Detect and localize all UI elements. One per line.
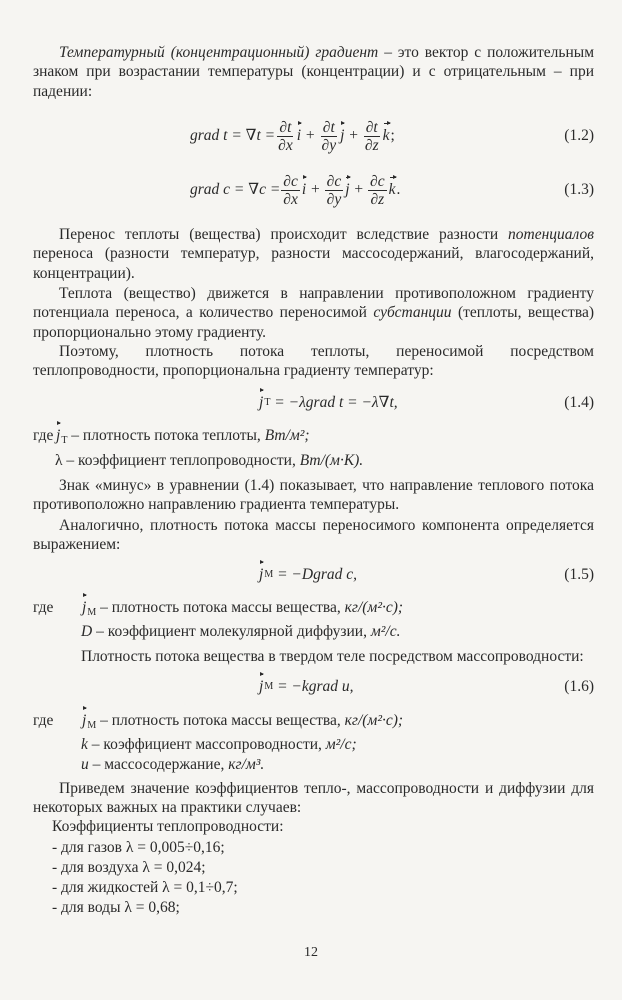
paragraph-heat-flux: Поэтому, плотность потока теплоты, переносимой посредством теплопроводности, пропорциональна градиенту температур: — [33, 343, 594, 380]
equation-1-5 — [0, 564, 594, 586]
formula-grad-t: grad t = ∇t = $\frac{\partial t}{\partial x}$ i + $\frac{\partial t}{\partial y}$ j + $\frac{\partial t}{\partial z}$ k ; — [190, 118, 395, 154]
fraction-dt-dz: $\frac{\partial t}{\partial z}$ — [364, 118, 379, 154]
equation-1-4 — [0, 392, 594, 414]
vector-j: j — [259, 566, 264, 584]
equation-number: (1.6) — [564, 678, 594, 695]
list-item: - для воздуха λ = 0,024; — [52, 859, 206, 876]
paragraph-minus-sign: Знак «минус» в уравнении (1.4) показывает, что направление теплового потока противоположно направлению градиента температуры. — [33, 477, 594, 514]
vector-j: j — [259, 394, 264, 412]
formula-grad-c: grad c = ∇c = $\frac{\partial c}{\partial x}$ i + $\frac{\partial c}{\partial y}$ j + $\frac{\partial c}{\partial z}$ k . — [190, 172, 401, 208]
term-gradient: Температурный (концентрационный) градиент — [59, 44, 379, 61]
label-where: где — [33, 712, 54, 729]
paragraph-solid-mass-flux: Плотность потока вещества в твердом теле посредством массопроводности: — [81, 648, 584, 665]
list-item: - для жидкостей λ = 0,1÷0,7; — [52, 879, 238, 896]
equation-number: (1.4) — [564, 394, 594, 411]
label-where: где — [33, 427, 54, 444]
fraction-dt-dy: $\frac{\partial t}{\partial y}$ — [321, 118, 337, 154]
list-item: - для воды λ = 0,68; — [52, 899, 180, 916]
paragraph-transfer: Перенос теплоты (вещества) происходит вследствие разности потенциалов переноса (разности температур, разности массосодержаний, влагосодержаний, концентрации). — [33, 226, 594, 282]
formula-lhs: grad t = ∇t = — [190, 127, 276, 145]
formula-lhs: grad c = ∇c = — [190, 181, 281, 199]
unit-kg-m2s: кг/(м²·с); — [344, 712, 404, 729]
paragraph-gradient-definition — [33, 43, 594, 101]
term-substance: субстанции — [373, 304, 452, 322]
unit-m2-s: м²/с; — [325, 736, 357, 753]
fraction-dc-dx: $\frac{\partial c}{\partial x}$ — [283, 172, 298, 208]
equation-number: (1.2) — [564, 127, 594, 144]
formula-mass-flux — [258, 564, 357, 586]
unit-w-m2: Вт/м²; — [264, 427, 310, 444]
fraction-dc-dz: $\frac{\partial c}{\partial z}$ — [370, 172, 385, 208]
paragraph-coefficients-intro: Приведем значение коэффициентов тепло-, массопроводности и диффузии для некоторых важных на практики случаев: — [33, 780, 594, 817]
coefficients-title: Коэффициенты теплопроводности: — [52, 818, 284, 835]
subscript-m: М — [264, 681, 274, 693]
unit-vector-j: j — [340, 127, 345, 145]
formula-mass-conduction — [258, 676, 354, 698]
unit-kg-m3: кг/м³. — [228, 756, 265, 773]
formula-heat-flux — [258, 392, 398, 414]
unit-vector-j: j — [345, 181, 350, 199]
unit-vector-k: k — [382, 127, 390, 145]
unit-vector-i: i — [296, 127, 302, 145]
equation-1-2 — [0, 116, 594, 156]
fraction-dt-dx: $\frac{\partial t}{\partial x}$ — [278, 118, 293, 154]
formula-rhs: = −Dgrad c, — [273, 566, 357, 584]
term-potentials: потенциалов — [508, 226, 594, 243]
unit-vector-i: i — [301, 181, 307, 199]
formula-rhs: = −λgrad t = −λ∇t, — [270, 394, 398, 412]
equation-number: (1.3) — [564, 181, 594, 198]
unit-m2-s: м²/с. — [370, 623, 401, 640]
paragraph-text: – это вектор с положительным знаком при возрастании температуры (концентрации) и с отрицательным – при падении: — [33, 44, 595, 100]
vector-j: j — [259, 678, 264, 696]
equation-number: (1.5) — [564, 566, 594, 583]
equation-1-6 — [0, 676, 594, 698]
unit-vector-k: k — [388, 181, 396, 199]
paragraph-heat-direction: Теплота (вещество) движется в направлении противоположном градиенту потенциала переноса, а количество переносимой субстанции (теплоты, вещества) пропорционально этому градиенту. — [33, 285, 594, 341]
subscript-m: М — [264, 569, 274, 581]
equation-1-3 — [0, 170, 594, 210]
formula-rhs: = −kgrad u, — [273, 678, 354, 696]
document-page: Температурный (концентрационный) градиент – это вектор с положительным знаком при возрастании температуры (концентрации) и с отрицательным – при падении: grad t = ∇t = $\frac{\partial t}{\partial x}$ i + $\frac{\partial t}{\partial y}$ j + $\frac{\partial t}{\partial z}$ k ; (1.2) grad c = ∇c = $\frac{\partial c}{\partial x}$ i + $\frac{\partial c}{\partial y}$ j + $\frac{\partial c}{\partial z}$ k . (1.3) Перенос теплоты (вещества) происходит вследствие разности потенциалов переноса (разности температур, разности массосодержаний, влагосодержаний, концентрации). Теплота (вещество) движется в направлении противоположном градиенту потенциала переноса, а количество переносимой субстанции (теплоты, вещества) пропорционально этому градиенту. Поэтому, плотность потока теплоты, переносимой посредством теплопроводности, пропорциональна градиенту температур: j Т = −λgrad t = −λ∇t, (1.4) где $j_Т$ – плотность потока теплоты, Вт/м²; λ – коэффициент теплопроводности, Вт/(м·К). Знак «минус» в уравнении (1.4) показывает, что направление теплового потока противоположно направлению градиента температуры. Аналогично, плотность потока массы переносимого компонента определяется выражением: j М = −Dgrad c, (1.5) где $j_М$ – плотность потока массы вещества, кг/(м²·с); D – коэффициент молекулярной диффузии, м²/с. Плотность потока вещества в твердом теле посредством массопроводности: j М = −kgrad u, (1.6) где $j_М$ – плотность потока массы вещества, кг/(м²·с); k – коэффициент массопроводности, м²/с; u – массосодержание, кг/м³. Приведем значение коэффициентов тепло-, массопроводности и диффузии для некоторых важных на практики случаев: Коэффициенты теплопроводности: - для газов λ = 0,005÷0,16; - для воздуха λ = 0,024; - для жидкостей λ = 0,1÷0,7; - для воды λ = 0,68; 12 — [0, 0, 622, 1000]
page-number: 12 — [304, 945, 318, 960]
unit-w-mk: Вт/(м·К). — [299, 452, 364, 469]
unit-kg-m2s: кг/(м²·с); — [344, 599, 404, 616]
label-where: где — [33, 599, 54, 616]
paragraph-mass-flux: Аналогично, плотность потока массы переносимого компонента определяется выражением: — [33, 517, 594, 554]
fraction-dc-dy: $\frac{\partial c}{\partial y}$ — [326, 172, 342, 208]
subscript-t: Т — [264, 397, 271, 409]
list-item: - для газов λ = 0,005÷0,16; — [52, 839, 225, 856]
